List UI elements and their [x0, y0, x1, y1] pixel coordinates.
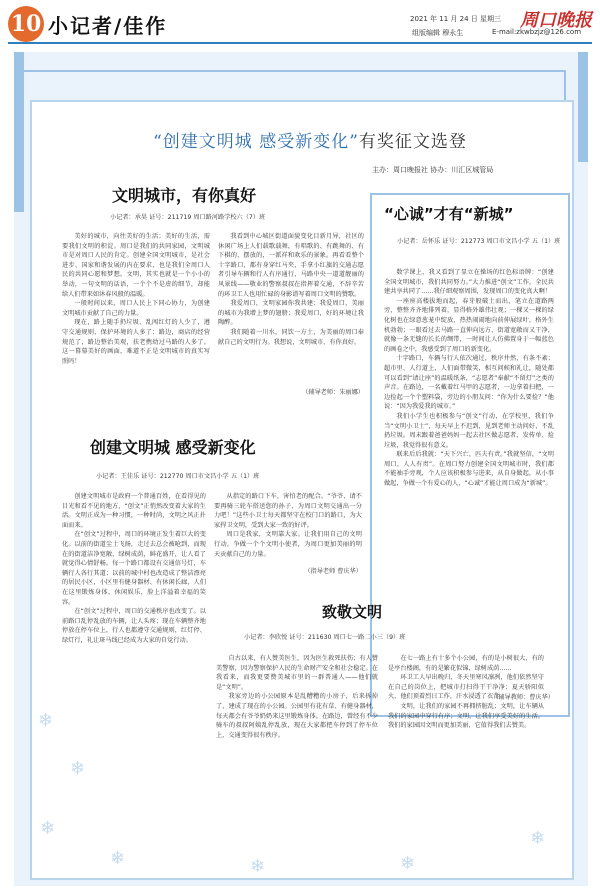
page-number-badge: 10	[8, 6, 44, 42]
article-paragraph: 我家旁边的小公园原本是乱糟糟的小房子，后来拆掉了，建成了现在的小公园。公园里有花有草、有健身器材，每天都会有爷爷奶奶来这里锻炼身体。在路边，曾经有不少骑车的叔叔阿姨乱停乱放，现在大家都把车停到了停车位上，交通变得很有秩序。	[216, 693, 378, 739]
article-paragraph: 数学课上，我又看到了显立在操场的红色标语牌：“创建全国文明城市，我们共同努力。”大力推进“创文”工作，全民共建共享共同了……我仔细观察周围，发现周口的变化真大啊！	[384, 269, 554, 296]
article-paragraph: 文明，让我们的家园不再拥挤脏乱；文明，让车辆从我们的家园中穿行有序；文明，让我们享受美好的生活。我们的家园因文明而更加美丽，它值得我们去赞美。	[388, 702, 544, 730]
feature-heading	[70, 127, 550, 152]
article-paragraph: 现在，路上随手扔垃圾、乱闯红灯的人少了，遵守交通规则、保护环境的人多了；路边，商店的经营规范了，路边整治美观，扶老携幼过马路的人多了。这一幕幕美好的画面，难道不正是文明城市的真实写照吗！	[62, 319, 210, 365]
article-paragraph: 美好的城市，向往美好的生活；美好的生活，需要我们文明的积淀。周口是我们的共同家园，文明城市是对周口人民的肯定。创建全国文明城市，是社会进步、国家和谐发展的内在要求，也是我们全周口人民的共同心愿和梦想。文明，其实也就是一个小小的举动，一句文明的话语，一个个不是虚的细节，却能给人们带来如沐春风般的温暖。	[62, 233, 210, 298]
article-column	[62, 492, 206, 848]
article-column	[62, 232, 210, 402]
article-column	[218, 232, 364, 382]
article-byline: 小记者：承昊 证号：211719 周口路河路学校六（7）班	[110, 214, 266, 221]
sponsor-line: 主办：周口晚报社 协办：川汇区城管局	[372, 166, 494, 174]
article-title: 创建文明城 感受新变化	[90, 438, 256, 457]
article-paragraph: 在“创文”过程中，周口的交通秩序也改变了。以前路口乱停乱放的车辆，让人头疼；现在车辆整齐地停放在停车位上，行人也都遵守交通规则，红灯停、绿灯行，礼让斑马线已经成为大家的自觉行动。	[62, 608, 206, 644]
article-paragraph: 我看到中心城区街道面貌变化目新月异，社区的休闲广场上人们载歌载舞，有唱歌的、有跳舞的、有下棋的、摆放的，一派祥和欢乐的景象。再看看整个十字路口，都有身穿红马夹、手拿小红旗的交通志愿者引导车辆和行人有序通行，马路中央一道道靓丽的风景线——敬业的警察叔叔在指挥着交通，不辞辛苦的环卫工人也用忙碌的身影谱写着周口文明的赞歌。	[218, 233, 364, 298]
article-column	[214, 492, 362, 562]
feature-heading-suffix: 有奖征文选登	[358, 132, 467, 152]
article-column	[388, 654, 544, 784]
article-title: 文明城市，有你真好	[112, 186, 257, 205]
snowflake-icon: ❄	[400, 853, 416, 874]
article-title: 致敬文明	[322, 603, 383, 621]
snowflake-icon: ❄	[110, 848, 126, 869]
article-paragraph: 我们随着一川水，同饮一方土，为美丽的周口奉献自己的文明行为。我想说，文明城市，有你真好。	[218, 328, 364, 346]
article-paragraph: 一座座高楼拔地而起，春芽般破土而出，笔立在道路两旁，整整齐齐地排列着，显得格外雄伟壮观；一棵又一棵的绿化树也在绿意葱茏中绽放，热热闹闹地向前伸展绿叶，格外生机勃勃；一眼看过去马路一直伸向远方，街道宽敞而又干净，就像一条无缝的长长的绸带，一时间让人仿佛置身于一幅蓝色的画卷之中，我感受到了周口的新变化。	[384, 297, 554, 353]
article-byline: 小记者：李欣悦 证号：211630 周口七一路二小三（9）班	[244, 634, 406, 641]
article-paragraph: 我爱周口，文明家园你我共建；我爱周口，美丽的城市为我增上梦的翅膀；我爱周口，好的环境让我陶醉。	[218, 300, 364, 327]
article-paragraph: 创建文明城市是政府一个普通百姓，在看得见的目光和看不见的地方，“创文”正悄然改变着大家的生活。文明正成为一种习惯，一种时尚，文明之风正扑面而来。	[62, 493, 206, 529]
snowflake-icon: ❄	[250, 856, 266, 877]
article-byline: 小记者：岳怀乐 证号：212773 周口市文昌小学 五（1）班	[397, 238, 561, 245]
issue-date: 2021 年 11 月 24 日 星期三	[410, 15, 501, 23]
article-byline: 小记者：王佳乐 证号：212770 周口市文昌小学 五（1）班	[96, 473, 260, 480]
contact-email: E-mail:zkwbzjz@126.com	[492, 28, 582, 36]
article-paragraph: 自古以来，有人赞美医生，因为医生救死扶伤；有人赞美警察，因为警察保护人民的生命财产安全和社会稳定。在我看来，而我更要赞美城市里的一群普通人——他们就是“文明”。	[216, 655, 378, 691]
snowflake-icon: ❄	[40, 818, 56, 839]
article-paragraph: 十字路口，车辆与行人依次通过，秩序井然，有条不紊；超市里、人行道上，人们面带微笑，相互问候和礼让，随处都可以看到“请让座”的温暖纸条，“志愿者”奉献“不留灯”之类的声音。在路边，一名戴着红马甲的志愿者，一边拿着扫把，一边捡起一个个塑料袋，旁边的小朋友问：“你为什么要捡？”他说：“因为我爱我的城市。”	[384, 355, 554, 411]
article-column	[216, 654, 378, 784]
article-title: “心诚”才有“新城”	[384, 205, 514, 223]
article-paragraph: 在七一路上有十多个小公园，有的是小树很大，有的是亭台楼阁，有的是繁花似锦、绿树成荫……	[388, 655, 544, 672]
article-paragraph: 我们小学生也积极参与“创文”行动，在学校里，我们争当“文明小卫士”，每天早上不迟到，见到老师主动问好，不乱扔垃圾。周末跟着爸爸妈妈一起去社区做志愿者，发传单、捡垃圾，我觉得很有意义。	[384, 412, 554, 449]
feature-heading-theme: “创建文明城 感受新变化”	[153, 132, 359, 152]
advisor-note: （辅导教师：曹庆华）	[492, 694, 554, 701]
article-paragraph: 联来后后我就：“天下兴亡，匹夫有责。”我就坚信，“文明周口，人人有责”。在周口努力创建全国文明城市时，我们都不能袖手旁观，个人应该积极参与进来，从自身做起，从小事做起，争做一个有爱心的人，“心诚”才能让周口成为“新城”。	[384, 451, 554, 488]
article-paragraph: 从指定的路口下车，害怕老的配合。“爷爷，请不要再骑三轮车搭送您的孙子，为周口文明交通出一分力吧！”这些小卫士每天都坚守在校门口的路口，为大家捍卫文明，受到大家一致的好评。	[214, 493, 362, 529]
layout-editor: 组版编辑 穆永生	[412, 29, 464, 37]
article-paragraph: 周口是我家，文明靠大家。让我们用自己的文明行动，争做一个个文明小使者，为周口更加美丽的明天贡献自己的力量。	[214, 531, 362, 558]
snowflake-icon: ❄	[70, 758, 86, 779]
section-title: 小记者/佳作	[48, 14, 168, 38]
article-paragraph: 环卫工人早出晚归，冬天里寒风凛冽，他们依然坚守在自己的岗位上，把城市打扫得干干净净；夏天骄阳似火，他们顶着烈日工作，汗水浸透了衣背。	[388, 674, 544, 701]
snowflake-icon: ❄	[530, 828, 546, 849]
advisor-note: （指导老师 曹庆华）	[304, 568, 362, 575]
article-column	[384, 268, 554, 698]
decorative-bar	[578, 52, 588, 162]
advisor-note: （辅导老师：朱丽娜）	[302, 389, 364, 396]
newspaper-logo: 周口晚报	[520, 10, 592, 31]
article-paragraph: 一般时间以来，周口人民上下同心协力，为创建文明城市贡献了自己的力量。	[62, 300, 210, 317]
article-paragraph: 在“创文”过程中，周口的环境正发生着巨大的变化。以前的街道尘土飞扬，走过去总会被呛到，而现在的街道洁净宽敞，绿树成荫，鲜花盛开，让人看了就觉得心情舒畅。每一个路口都设有交通信号灯，车辆行人各行其道；以前的城中村也改造成了整洁漂亮的居民小区，小区里有健身器材、有休闲长廊，人们在这里锻炼身体、休闲娱乐，脸上洋溢着幸福的笑容。	[62, 531, 206, 606]
snowflake-icon: ❄	[38, 710, 54, 731]
header-rule	[8, 42, 592, 44]
